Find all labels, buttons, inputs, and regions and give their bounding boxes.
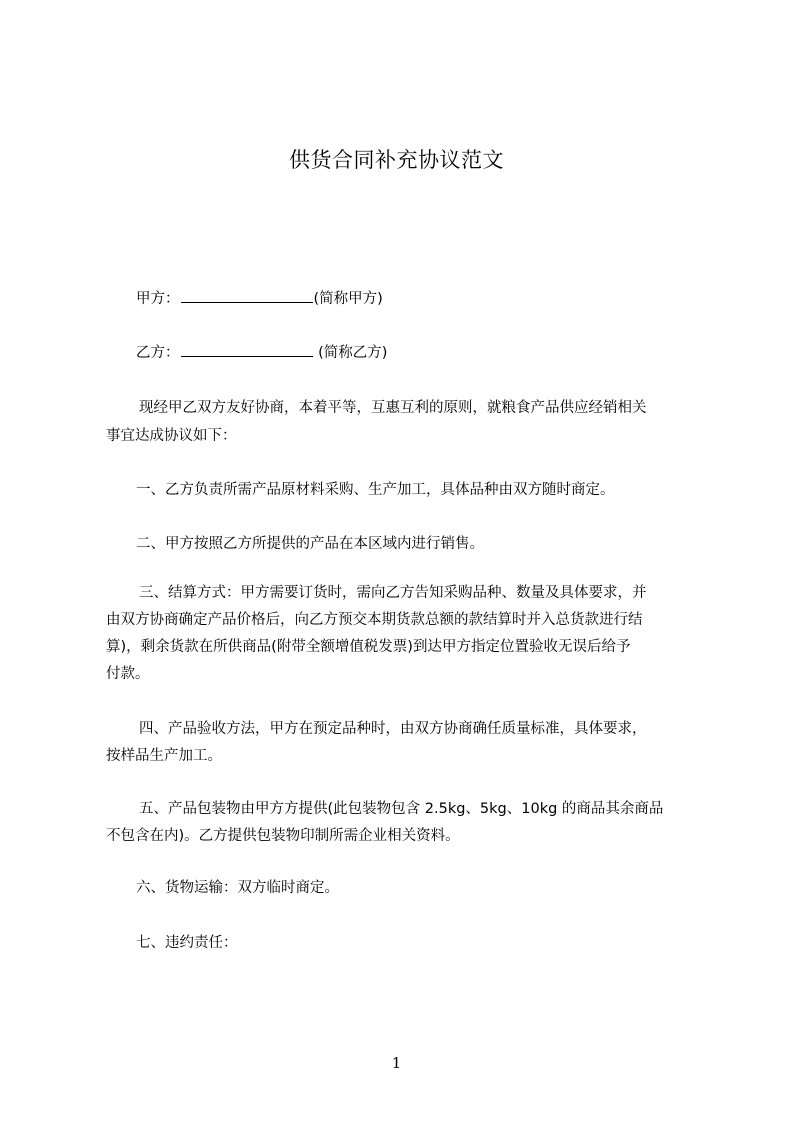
clause-3-line-2: 由双方协商确定产品价格后，向乙方预交本期货款总额的款结算时并入总货款进行结: [106, 612, 643, 628]
intro-line-2: 事宜达成协议如下：: [106, 428, 237, 444]
clause-4-line-1: 四、产品验收方法，甲方在预定品种时，由双方协商确任质量标准，具体要求，: [139, 721, 647, 737]
party-b-blank: [181, 342, 313, 357]
clause-5-line-2: 不包含在内)。乙方提供包装物印制所需企业相关资料。: [106, 828, 460, 844]
clause-3-line-1: 三、结算方式：甲方需要订货时，需向乙方告知采购品种、数量及具体要求，并: [139, 585, 647, 601]
clause-7: 七、违约责任：: [136, 935, 238, 951]
clause-3-line-4: 付款。: [106, 666, 150, 682]
party-b-note: (简称乙方): [313, 345, 388, 361]
clause-1: 一、乙方负责所需产品原材料采购、生产加工，具体品种由双方随时商定。: [136, 482, 615, 498]
clause-2: 二、甲方按照乙方所提供的产品在本区域内进行销售。: [136, 536, 484, 552]
clause-6: 六、货物运输：双方临时商定。: [136, 880, 339, 896]
party-a-blank: [181, 288, 313, 303]
party-b-label: 乙方：: [136, 345, 180, 361]
party-a-line: [136, 285, 730, 313]
party-b-line: [136, 339, 730, 367]
party-a-label: 甲方：: [136, 291, 180, 307]
clause-3-line-3: 算)，剩余货款在所供商品(附带全额增值税发票)到达甲方指定位置验收无误后给予: [106, 639, 631, 655]
party-a-note: (简称甲方): [313, 291, 383, 307]
clause-4-line-2: 按样品生产加工。: [106, 748, 222, 764]
document-title: 供货合同补充协议范文: [289, 148, 504, 172]
page-number: 1: [391, 1054, 402, 1072]
clause-5-line-1: 五、产品包装物由甲方方提供(此包装物包含 2.5kg、5kg、10kg 的商品其余商品: [139, 801, 664, 817]
intro-line-1: 现经甲乙双方友好协商，本着平等，互惠互利的原则，就粮食产品供应经销相关: [139, 400, 647, 416]
